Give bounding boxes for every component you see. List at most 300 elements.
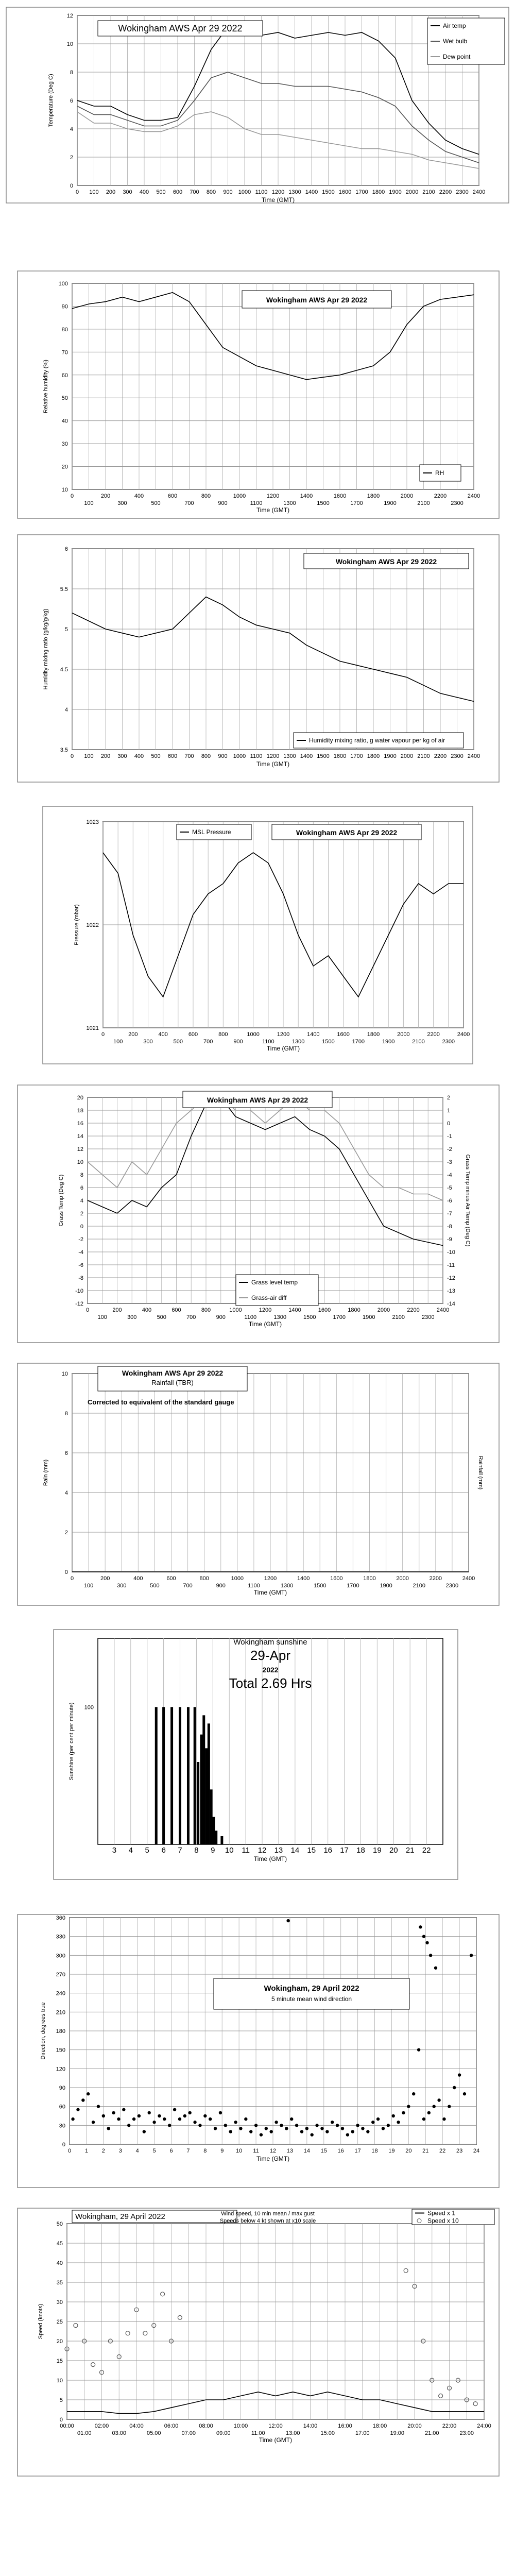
y-tick-label: 5.5 <box>60 586 68 592</box>
data-point <box>458 2073 461 2076</box>
x-tick-label: 2200 <box>439 189 452 195</box>
x-tick-label: 200 <box>100 1575 110 1582</box>
x-tick-label: 2400 <box>467 493 480 499</box>
x-tick-label: 3 <box>118 2148 122 2154</box>
x-tick-label: 1300 <box>291 1039 305 1045</box>
x-tick-label: 10 <box>236 2148 243 2154</box>
x-tick-label: 2300 <box>456 189 469 195</box>
x-tick-label: 1700 <box>352 1039 365 1045</box>
y-tick-label: 270 <box>56 1972 65 1978</box>
x-tick-label: 1800 <box>348 1307 360 1313</box>
x-tick-label: 900 <box>216 1314 226 1320</box>
y-tick-label: 90 <box>61 303 68 310</box>
y-tick-label: 360 <box>56 1915 65 1921</box>
x-tick-label: 9 <box>220 2148 224 2154</box>
x-axis-label: Time (GMT) <box>256 2155 290 2162</box>
data-point <box>434 1967 437 1970</box>
data-point <box>382 2127 385 2130</box>
y-tick-label: 240 <box>56 1990 65 1997</box>
x-tick-label: 100 <box>113 1039 123 1045</box>
data-point <box>422 2117 425 2121</box>
x-tick-label: 11:00 <box>251 2430 265 2436</box>
x-axis-label: Time (GMT) <box>253 1855 287 1862</box>
data-point <box>470 1954 473 1957</box>
data-point <box>397 2121 400 2124</box>
y-tick-label: 1022 <box>86 922 99 928</box>
data-point <box>356 2124 359 2127</box>
x-tick-label: 1500 <box>322 189 335 195</box>
x-tick-label: 1800 <box>367 493 380 499</box>
x-tick-label: 800 <box>201 753 211 759</box>
x-tick-label: 1300 <box>283 753 296 759</box>
x-tick-label: 22 <box>439 2148 446 2154</box>
data-point <box>183 2114 186 2117</box>
panel-grass-temp <box>0 1082 515 1350</box>
x-tick-label: 1900 <box>389 189 402 195</box>
y-tick-label: 6 <box>64 546 68 552</box>
data-point <box>122 2108 125 2111</box>
x-tick-label: 18 <box>356 1846 365 1855</box>
x-tick-label: 0 <box>75 189 79 195</box>
x-tick-label: 1900 <box>363 1314 375 1320</box>
x-tick-label: 1200 <box>266 753 280 759</box>
x-tick-label: 2100 <box>413 1583 425 1589</box>
y-tick-label: 2 <box>70 155 73 161</box>
x-tick-label: 700 <box>184 500 194 506</box>
x-tick-label: 1800 <box>367 753 380 759</box>
x-tick-label: 6 <box>161 1846 166 1855</box>
y-tick-label: 0 <box>64 1569 68 1575</box>
x-tick-label: 1800 <box>372 189 385 195</box>
data-point <box>163 2117 166 2121</box>
sunshine-bar <box>202 1715 205 1844</box>
y-tick-label: 0 <box>70 183 73 189</box>
sunshine-bar <box>215 1831 217 1844</box>
x-tick-label: 2000 <box>405 189 419 195</box>
y2-tick-label: -5 <box>447 1185 452 1191</box>
y2-tick-label: -14 <box>447 1301 455 1307</box>
x-tick-label: 7 <box>186 2148 190 2154</box>
data-point <box>351 2130 354 2133</box>
x-tick-label: 8 <box>194 1846 199 1855</box>
chart-title: Wokingham, 29 April 2022 <box>75 2212 165 2221</box>
x-tick-label: 500 <box>156 189 166 195</box>
x-tick-label: 2000 <box>400 753 414 759</box>
panel-rainfall <box>0 1360 515 1613</box>
x-tick-label: 11 <box>253 2148 259 2154</box>
rainfall-chart <box>0 1360 515 1613</box>
x-tick-label: 1700 <box>347 1583 359 1589</box>
x-tick-label: 2300 <box>451 753 464 759</box>
x-tick-label: 800 <box>218 1031 228 1038</box>
y2-tick-label: -3 <box>447 1159 452 1165</box>
x-tick-label: 2100 <box>417 753 430 759</box>
y-tick-label: 90 <box>59 2085 65 2091</box>
y-tick-label: 40 <box>61 418 68 425</box>
data-point <box>97 2105 100 2108</box>
x-tick-label: 1200 <box>264 1575 277 1582</box>
chart-title: Wokingham AWS Apr 29 2022 <box>335 557 437 566</box>
y-axis-label: Rain (mm) <box>43 1459 49 1486</box>
x-tick-label: 2200 <box>434 493 447 499</box>
x-tick-label: 14:00 <box>303 2423 318 2429</box>
data-point <box>376 2117 380 2121</box>
x-tick-label: 1800 <box>367 1031 380 1038</box>
y-tick-label: 0 <box>80 1224 83 1230</box>
y-tick-label: 20 <box>77 1095 83 1101</box>
x-tick-label: 100 <box>89 189 99 195</box>
mixing-ratio-chart <box>0 531 515 788</box>
y-tick-label: 18 <box>77 1108 83 1114</box>
y-tick-label: -8 <box>78 1275 83 1281</box>
x-tick-label: 1400 <box>300 493 313 499</box>
x-tick-label: 13 <box>274 1846 283 1855</box>
x-tick-label: 1600 <box>318 1307 331 1313</box>
y2-tick-label: 1 <box>447 1108 451 1114</box>
sunshine-bar <box>187 1707 190 1844</box>
chart-title: Wokingham AWS Apr 29 2022 <box>122 1369 224 1377</box>
y2-tick-label: -9 <box>447 1236 452 1243</box>
x-tick-label: 07:00 <box>181 2430 196 2436</box>
y2-tick-label: -12 <box>447 1275 455 1281</box>
data-point <box>315 2124 318 2127</box>
data-point <box>422 1935 425 1938</box>
data-point <box>76 2108 79 2111</box>
pressure-chart <box>0 804 515 1072</box>
x-tick-label: 1400 <box>305 189 318 195</box>
x-tick-label: 10 <box>225 1846 234 1855</box>
y2-axis-label: Grass Temp minus Air Temp (Deg C) <box>465 1154 471 1247</box>
x-tick-label: 900 <box>218 500 228 506</box>
data-point <box>311 2133 314 2136</box>
sunshine-bar <box>170 1707 173 1844</box>
x-tick-label: 12:00 <box>268 2423 283 2429</box>
relative-humidity-chart <box>0 268 515 526</box>
data-point <box>453 2086 456 2089</box>
y2-tick-label: -2 <box>447 1146 452 1153</box>
data-point <box>239 2127 242 2130</box>
sunshine-bar <box>205 1748 208 1844</box>
data-point <box>336 2124 339 2127</box>
x-tick-label: 900 <box>216 1583 226 1589</box>
y-tick-label: 45 <box>56 2241 63 2247</box>
panel-wind-direction <box>0 1911 515 2195</box>
y-tick-label: 3.5 <box>60 747 68 753</box>
data-point <box>148 2111 151 2114</box>
data-point <box>331 2121 334 2124</box>
data-point <box>412 2092 415 2095</box>
x-tick-label: 1100 <box>248 1583 260 1589</box>
y2-tick-label: -10 <box>447 1249 455 1256</box>
x-tick-label: 04:00 <box>129 2423 144 2429</box>
y2-tick-label: -1 <box>447 1133 452 1140</box>
y-tick-label: 4 <box>80 1198 83 1204</box>
data-point <box>265 2127 268 2130</box>
x-tick-label: 1300 <box>283 500 296 506</box>
x-tick-label: 1400 <box>307 1031 320 1038</box>
x-tick-label: 19 <box>388 2148 395 2154</box>
x-tick-label: 2200 <box>427 1031 440 1038</box>
panel-sunshine <box>0 1628 515 1886</box>
x-tick-label: 2100 <box>392 1314 405 1320</box>
x-tick-label: 700 <box>190 189 199 195</box>
y-tick-label: 4 <box>64 707 68 713</box>
x-tick-label: 1700 <box>355 189 368 195</box>
data-point <box>112 2111 115 2114</box>
data-point <box>173 2108 176 2111</box>
data-point <box>198 2124 201 2127</box>
legend-label: Dew point <box>443 53 471 60</box>
x-axis-label: Time (GMT) <box>256 760 290 768</box>
x-tick-label: 400 <box>158 1031 168 1038</box>
x-tick-label: 1500 <box>314 1583 327 1589</box>
sunshine-bar <box>155 1707 158 1844</box>
x-tick-label: 400 <box>139 189 149 195</box>
x-tick-label: 2000 <box>397 1031 410 1038</box>
x-tick-label: 21 <box>405 1846 415 1855</box>
x-tick-label: 400 <box>134 753 144 759</box>
y-tick-label: 4 <box>70 126 73 132</box>
x-tick-label: 10:00 <box>233 2423 248 2429</box>
y-tick-label: 10 <box>61 487 68 493</box>
x-tick-label: 00:00 <box>60 2423 74 2429</box>
y-tick-label: 100 <box>84 1704 94 1711</box>
x-tick-label: 2 <box>101 2148 105 2154</box>
y-tick-label: 10 <box>66 41 73 47</box>
x-tick-label: 4 <box>135 2148 139 2154</box>
x-tick-label: 2300 <box>422 1314 435 1320</box>
x-tick-label: 1600 <box>330 1575 343 1582</box>
panel-mixing-ratio <box>0 531 515 788</box>
data-point <box>346 2133 349 2136</box>
y-tick-label: 16 <box>77 1121 83 1127</box>
legend-label: Grass-air diff <box>251 1294 287 1301</box>
x-tick-label: 1300 <box>273 1314 286 1320</box>
sunshine-bar <box>197 1762 199 1844</box>
x-tick-label: 1700 <box>333 1314 346 1320</box>
y2-tick-label: -11 <box>447 1262 455 1268</box>
sunshine-bar <box>162 1707 165 1844</box>
data-point <box>92 2121 95 2124</box>
y-tick-label: 70 <box>61 349 68 356</box>
x-tick-label: 1000 <box>247 1031 260 1038</box>
x-tick-label: 2400 <box>472 189 486 195</box>
x-tick-label: 9 <box>211 1846 215 1855</box>
x-tick-label: 800 <box>199 1575 209 1582</box>
x-tick-label: 300 <box>143 1039 153 1045</box>
x-tick-label: 700 <box>186 1314 196 1320</box>
panel-temperature <box>0 0 515 216</box>
x-tick-label: 0 <box>70 753 74 759</box>
x-tick-label: 23:00 <box>459 2430 474 2436</box>
y-tick-label: 30 <box>59 2123 65 2129</box>
y2-tick-label: -13 <box>447 1288 455 1294</box>
x-tick-label: 400 <box>134 493 144 499</box>
x-tick-label: 500 <box>151 753 161 759</box>
x-tick-label: 200 <box>112 1307 122 1313</box>
y-axis-label: Humidity mixing ratio (g/kg/g/kg) <box>43 608 49 690</box>
y-tick-label: 10 <box>77 1159 83 1165</box>
x-tick-label: 1800 <box>363 1575 376 1582</box>
x-tick-label: 1700 <box>350 753 363 759</box>
x-tick-label: 1700 <box>350 500 363 506</box>
y-axis-label: Sunshine (per cent per minute) <box>68 1702 75 1781</box>
data-point <box>407 2105 410 2108</box>
x-tick-label: 0 <box>101 1031 105 1038</box>
legend-label: MSL Pressure <box>192 828 231 836</box>
y-tick-label: 150 <box>56 2047 65 2054</box>
x-tick-label: 15 <box>307 1846 316 1855</box>
y-tick-label: 30 <box>61 441 68 448</box>
data-point <box>290 2117 293 2121</box>
wind-direction-chart <box>0 1911 515 2195</box>
data-point <box>178 2117 181 2121</box>
data-point <box>244 2117 247 2121</box>
data-point <box>188 2111 192 2114</box>
y-tick-label: 12 <box>77 1146 83 1153</box>
y-tick-label: 50 <box>61 395 68 402</box>
data-point <box>285 2127 288 2130</box>
x-tick-label: 1600 <box>338 189 352 195</box>
y-tick-label: 120 <box>56 2066 65 2073</box>
x-tick-label: 700 <box>183 1583 193 1589</box>
x-tick-label: 400 <box>133 1575 143 1582</box>
chart-title: Wokingham AWS Apr 29 2022 <box>118 23 243 33</box>
data-point <box>463 2092 466 2095</box>
y-tick-label: -4 <box>78 1249 83 1256</box>
data-point <box>71 2117 74 2121</box>
legend-label: Speed x 10 <box>427 2217 459 2225</box>
sunshine-bar <box>212 1817 215 1844</box>
x-tick-label: 19:00 <box>390 2430 405 2436</box>
x-tick-label: 700 <box>203 1039 213 1045</box>
y-tick-label: 10 <box>56 2378 63 2384</box>
x-tick-label: 23 <box>456 2148 463 2154</box>
sunshine-bar <box>210 1789 213 1844</box>
x-tick-label: 2400 <box>462 1575 475 1582</box>
data-point <box>102 2114 105 2117</box>
x-tick-label: 1600 <box>333 493 347 499</box>
x-tick-label: 15:00 <box>320 2430 335 2436</box>
x-tick-label: 1200 <box>271 189 285 195</box>
x-tick-label: 22:00 <box>442 2423 457 2429</box>
y-tick-label: 50 <box>56 2221 63 2227</box>
chart-title: Wokingham, 29 April 2022 <box>264 1984 359 1993</box>
y-tick-label: 30 <box>56 2299 63 2306</box>
x-tick-label: 14 <box>303 2148 310 2154</box>
x-tick-label: 100 <box>97 1314 107 1320</box>
data-point <box>117 2117 120 2121</box>
y-tick-label: 35 <box>56 2280 63 2286</box>
y-axis-label: Temperature (Deg C) <box>48 74 54 127</box>
x-tick-label: 2000 <box>400 493 414 499</box>
legend-label: Air temp <box>443 22 466 29</box>
x-tick-label: 2000 <box>396 1575 409 1582</box>
x-tick-label: 1500 <box>322 1039 335 1045</box>
x-tick-label: 21 <box>422 2148 429 2154</box>
y-tick-label: 25 <box>56 2319 63 2325</box>
y-axis-label: Speed (knots) <box>38 2303 44 2340</box>
chart-subtitle: Speeds below 4 kt shown at x10 scale <box>219 2218 316 2224</box>
x-tick-label: 1000 <box>229 1307 242 1313</box>
x-tick-label: 17 <box>340 1846 349 1855</box>
x-tick-label: 300 <box>127 1314 137 1320</box>
data-point <box>158 2114 161 2117</box>
x-tick-label: 1000 <box>233 753 246 759</box>
x-tick-label: 13:00 <box>285 2430 300 2436</box>
x-tick-label: 1100 <box>250 753 263 759</box>
chart-subtitle: Rainfall (TBR) <box>151 1379 194 1386</box>
x-tick-label: 1500 <box>317 500 330 506</box>
data-point <box>209 2117 212 2121</box>
x-axis-label: Time (GMT) <box>248 1320 282 1328</box>
chart-title: Wokingham sunshine <box>233 1638 307 1647</box>
data-point <box>325 2130 329 2133</box>
data-point <box>168 2124 171 2127</box>
y-tick-label: 4.5 <box>60 667 68 673</box>
data-point <box>234 2121 237 2124</box>
y-tick-label: 14 <box>77 1133 83 1140</box>
chart-date: 29-Apr <box>250 1648 291 1663</box>
x-tick-label: 1200 <box>259 1307 272 1313</box>
x-tick-label: 2300 <box>445 1583 459 1589</box>
y-tick-label: 6 <box>64 1450 68 1456</box>
x-tick-label: 1100 <box>250 500 263 506</box>
y-tick-label: 8 <box>64 1411 68 1417</box>
x-tick-label: 11 <box>242 1846 250 1855</box>
y-tick-label: -10 <box>75 1288 83 1294</box>
x-tick-label: 02:00 <box>94 2423 109 2429</box>
sunshine-bar <box>200 1735 203 1844</box>
x-tick-label: 900 <box>223 189 233 195</box>
y-axis-label: Direction, degrees true <box>40 2002 46 2060</box>
data-point <box>371 2121 374 2124</box>
x-tick-label: 1400 <box>300 753 313 759</box>
x-tick-label: 17:00 <box>355 2430 370 2436</box>
x-axis-label: Time (GMT) <box>256 506 290 514</box>
x-tick-label: 14 <box>290 1846 300 1855</box>
x-tick-label: 0 <box>85 1307 90 1313</box>
x-tick-label: 900 <box>218 753 228 759</box>
x-tick-label: 600 <box>171 1307 181 1313</box>
x-tick-label: 0 <box>67 2148 72 2154</box>
x-tick-label: 200 <box>100 753 111 759</box>
y-tick-label: 6 <box>70 98 73 104</box>
y-axis-label: Pressure (mbar) <box>74 904 80 945</box>
legend-label: Grass level temp <box>251 1279 298 1286</box>
x-tick-label: 2400 <box>457 1031 470 1038</box>
x-tick-label: 1200 <box>277 1031 290 1038</box>
data-point <box>224 2124 227 2127</box>
data-point <box>280 2124 283 2127</box>
y-tick-label: 20 <box>56 2338 63 2345</box>
y-tick-label: 10 <box>61 1371 68 1377</box>
x-tick-label: 600 <box>166 1575 176 1582</box>
x-tick-label: 08:00 <box>199 2423 213 2429</box>
sunshine-bar <box>208 1723 210 1844</box>
chart-annotation: Corrected to equivalent of the standard gauge <box>88 1398 234 1406</box>
grass-temp-chart <box>0 1082 515 1350</box>
x-tick-label: 1900 <box>384 500 397 506</box>
sunshine-bar <box>194 1707 196 1844</box>
data-point <box>214 2127 217 2130</box>
x-tick-label: 1900 <box>384 753 397 759</box>
x-tick-label: 4 <box>128 1846 133 1855</box>
x-tick-label: 20 <box>405 2148 412 2154</box>
x-tick-label: 1000 <box>231 1575 244 1582</box>
x-tick-label: 2100 <box>412 1039 425 1045</box>
x-axis-label: Time (GMT) <box>266 1045 300 1052</box>
